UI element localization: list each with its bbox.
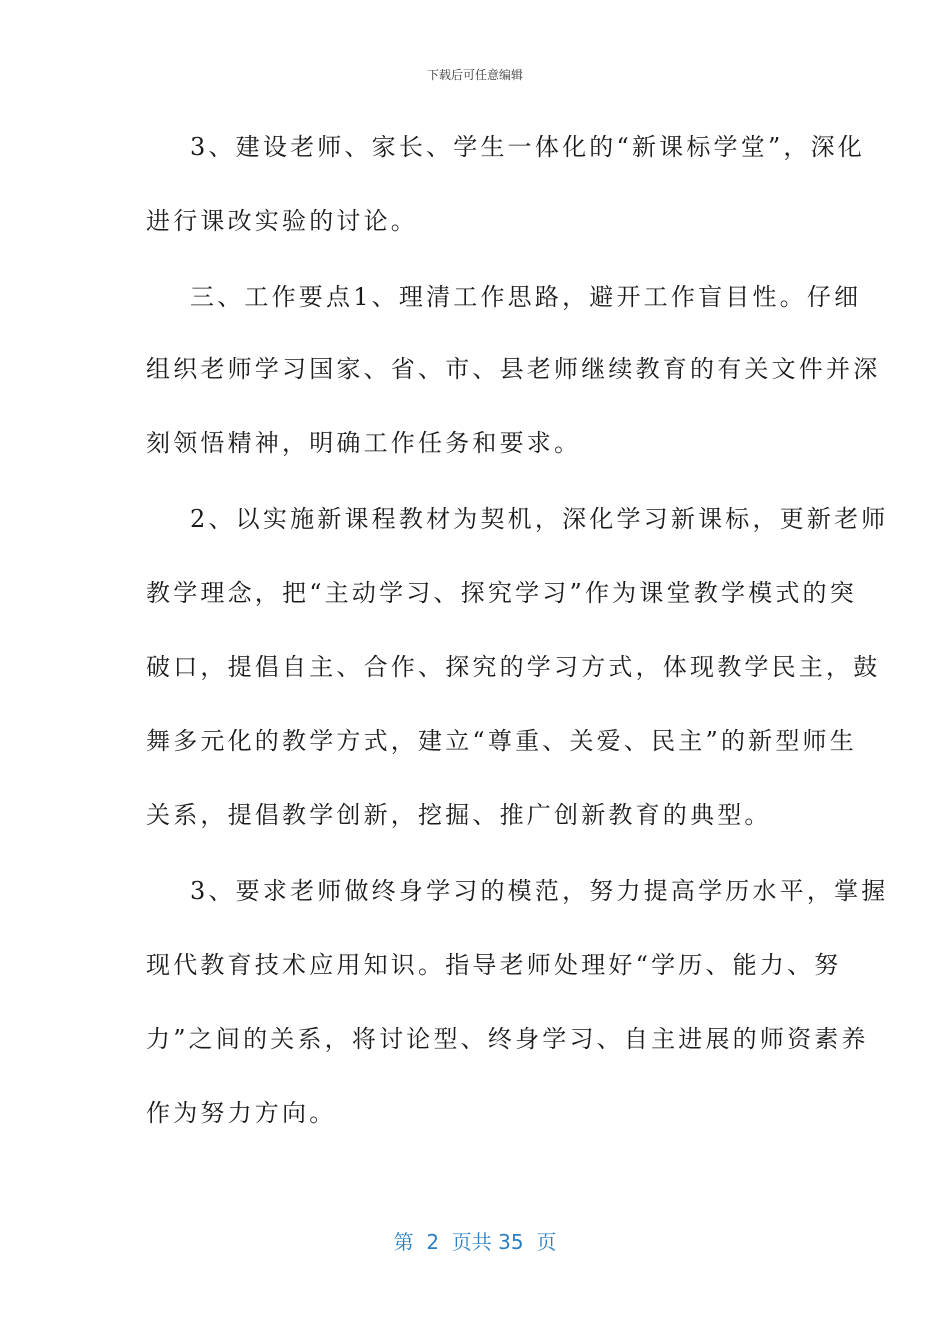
text-line: 组织老师学习国家、省、市、县老师继续教育的有关文件并深 <box>146 355 881 383</box>
header-note: 下载后可任意编辑 <box>426 68 523 82</box>
text-line: 进行课改实验的讨论。 <box>146 207 418 235</box>
text-line: 2、以实施新课程教材为契机，深化学习新课标，更新老师 <box>190 505 889 533</box>
text-line: 现代教育技术应用知识。指导老师处理好“学历、能力、努 <box>146 951 842 979</box>
text-line: 作为努力方向。 <box>146 1099 337 1127</box>
text-line: 破口，提倡自主、合作、探究的学习方式，体现教学民主，鼓 <box>146 653 881 681</box>
text-line: 教学理念，把“主动学习、探究学习”作为课堂教学模式的突 <box>146 579 857 607</box>
text-line: 关系，提倡教学创新，挖掘、推广创新教育的典型。 <box>146 801 772 829</box>
text-line: 3、要求老师做终身学习的模范，努力提高学历水平，掌握 <box>190 877 889 905</box>
text-line: 刻领悟精神，明确工作任务和要求。 <box>146 429 582 457</box>
page-number-footer: 第 2 页共 35 页 <box>393 1230 557 1254</box>
text-line: 舞多元化的教学方式，建立“尊重、关爱、民主”的新型师生 <box>146 727 857 755</box>
text-line: 力”之间的关系，将讨论型、终身学习、自主进展的师资素养 <box>146 1025 869 1053</box>
text-line: 3、建设老师、家长、学生一体化的“新课标学堂”，深化 <box>190 133 866 161</box>
text-line: 三、工作要点1、理清工作思路，避开工作盲目性。仔细 <box>190 283 862 311</box>
